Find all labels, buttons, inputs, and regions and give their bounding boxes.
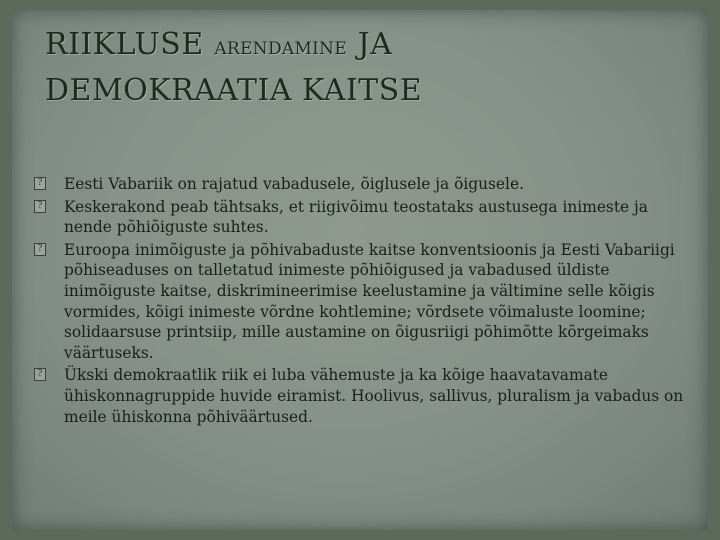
placeholder-box-icon: ?	[34, 177, 46, 190]
title-line-2: DEMOKRAATIA KAITSE	[45, 73, 423, 108]
title-line-1	[45, 22, 695, 70]
placeholder-box-icon: ?	[34, 368, 46, 381]
bullet-item-2	[34, 197, 694, 238]
bullet-text-3: Euroopa inimõiguste ja põhivabaduste kaitse konventsioonis ja Eesti Vabariigi põhiseaduses on talletatud inimeste põhiõigused ja vabadused üldiste inimõiguste kaitse, diskrimineerimise keelustamine ja vältimine selle kõigis vormides, kõigi inimeste võrdne kohtlemine; võrdsete võimaluste loomine; solidaarsuse printsiip, mille austamine on õigusriigi põhimõtte kõrgeimaks väärtuseks.	[64, 240, 675, 362]
title-word-ja: JA	[357, 27, 393, 62]
bullet-item-4	[34, 365, 694, 427]
bullet-item-3	[34, 240, 694, 364]
slide	[12, 10, 708, 530]
placeholder-box-icon: ?	[34, 243, 46, 256]
placeholder-box-icon: ?	[34, 200, 46, 213]
bullet-text-4: Ükski demokraatlik riik ei luba vähemuste ja ka kõige haavatavamate ühiskonnagruppide huvide eiramist. Hoolivus, sallivus, pluralism ja vabadus on meile ühiskonna põhiväärtused.	[64, 366, 684, 426]
bullet-text-2: Keskerakond peab tähtsaks, et riigivõimu teostataks austusega inimeste ja nende põhiõiguste suhtes.	[64, 197, 648, 237]
bullet-text-1: Eesti Vabariik on rajatud vabadusele, õiglusele ja õigusele.	[64, 175, 524, 193]
title-word-riikluse: RIIKLUSE	[45, 27, 204, 62]
title-word-arendamine: ARENDAMINE	[214, 39, 348, 59]
bullet-item-1	[34, 174, 694, 195]
bullet-list	[34, 174, 694, 429]
slide-title	[45, 22, 695, 112]
